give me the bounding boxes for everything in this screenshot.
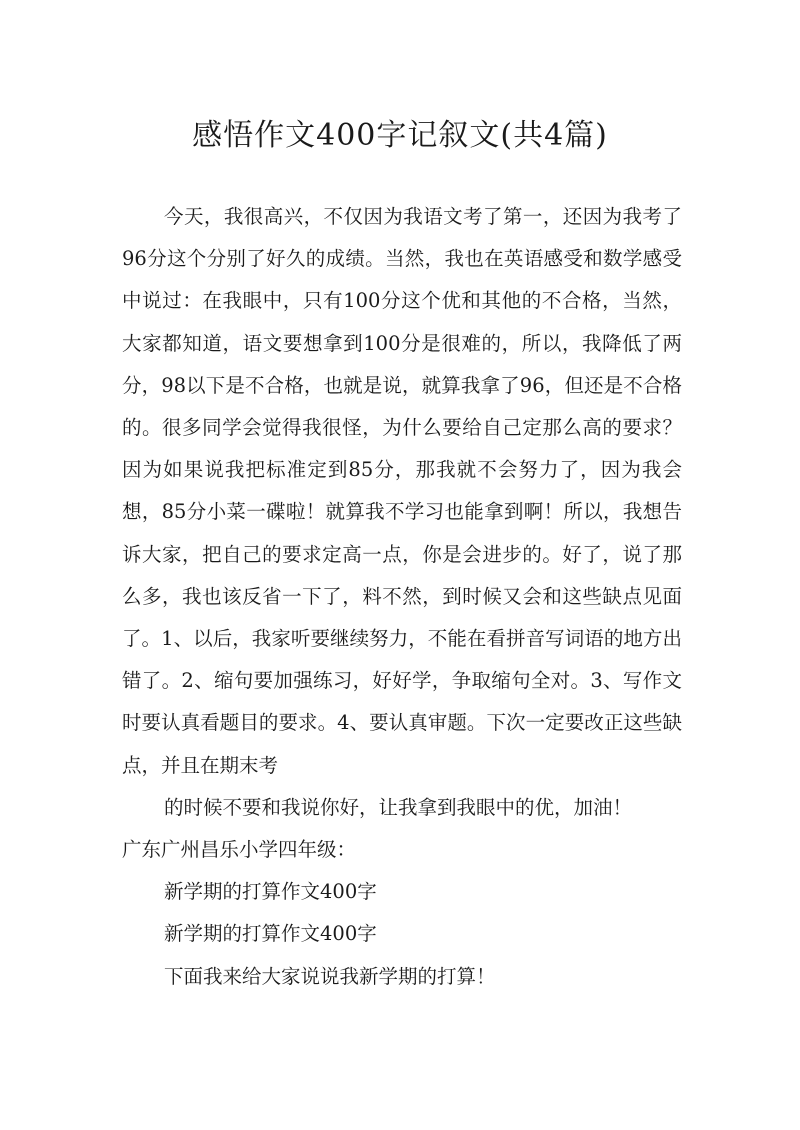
document-title: 感悟作文400字记叙文(共4篇) — [192, 118, 608, 154]
paragraph-subtitle-1: 新学期的打算作文400字 — [164, 880, 377, 904]
paragraph-subtitle-2: 新学期的打算作文400字 — [164, 922, 377, 946]
paragraph-intro: 下面我来给大家说说我新学期的打算！ — [164, 964, 496, 988]
document-body — [122, 196, 682, 998]
paragraph-closing: 的时候不要和我说你好，让我拿到我眼中的优，加油！ — [164, 795, 633, 819]
paragraph-main: 今天，我很高兴，不仅因为我语文考了第一，还因为我考了96分这个分别了好久的成绩。当然，我也在英语感受和数学感受中说过：在我眼中，只有100分这个优和其他的不合格，当然，大家都知道，语文要想拿到100分是很难的，所以，我降低了两分，98以下是不合格，也就是说，就算我拿了96，但还是不合格的。很多同学会觉得我很怪，为什么要给自己定那么高的要求？因为如果说我把标准定到85分，那我就不会努力了，因为我会想，85分小菜一碟啦！就算我不学习也能拿到啊！所以，我想告诉大家，把自己的要求定高一点，你是会进步的。好了，说了那么多，我也该反省一下了，料不然，到时候又会和这些缺点见面了。1、以后，我家听要继续努力，不能在看拼音写词语的地方出错了。2、缩句要加强练习，好好学，争取缩句全对。3、写作文时要认真看题目的要求。4、要认真审题。下次一定要改正这些缺点，并且在期末考 — [122, 205, 682, 777]
paragraph-signature: 广东广州昌乐小学四年级： — [122, 838, 357, 862]
